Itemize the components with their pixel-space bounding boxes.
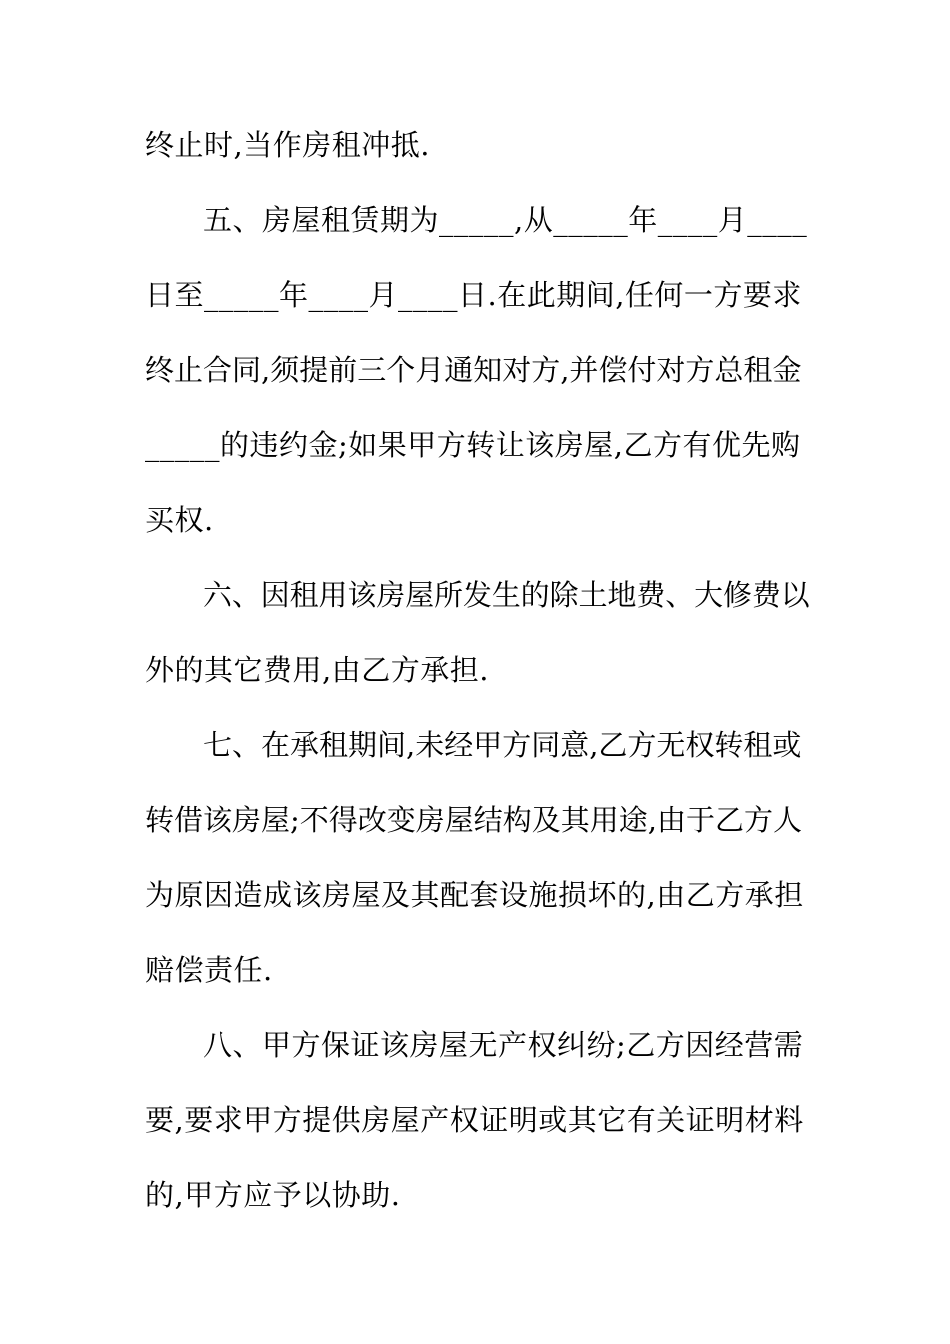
text-line: 终止时,当作房租冲抵. bbox=[145, 128, 430, 162]
text-line: 外的其它费用,由乙方承担. bbox=[145, 653, 489, 687]
text-line: 赔偿责任. bbox=[145, 953, 273, 987]
text-line: _____的违约金;如果甲方转让该房屋,乙方有优先购 bbox=[145, 428, 801, 462]
text-line: 六、因租用该房屋所发生的除土地费、大修费以 bbox=[203, 578, 810, 612]
text-line: 要,要求甲方提供房屋产权证明或其它有关证明材料 bbox=[145, 1103, 804, 1137]
text-line: 终止合同,须提前三个月通知对方,并偿付对方总租金 bbox=[145, 353, 802, 387]
text-line: 转借该房屋;不得改变房屋结构及其用途,由于乙方人 bbox=[145, 803, 802, 837]
text-line: 八、甲方保证该房屋无产权纠纷;乙方因经营需 bbox=[203, 1028, 804, 1062]
text-line: 买权. bbox=[145, 503, 214, 537]
text-line: 的,甲方应予以协助. bbox=[145, 1178, 401, 1212]
text-line: 七、在承租期间,未经甲方同意,乙方无权转租或 bbox=[203, 728, 802, 762]
text-line: 日至_____年____月____日.在此期间,任何一方要求 bbox=[145, 278, 802, 312]
text-line: 为原因造成该房屋及其配套设施损坏的,由乙方承担 bbox=[145, 878, 804, 912]
text-line: 五、房屋租赁期为_____,从_____年____月____ bbox=[203, 203, 808, 237]
